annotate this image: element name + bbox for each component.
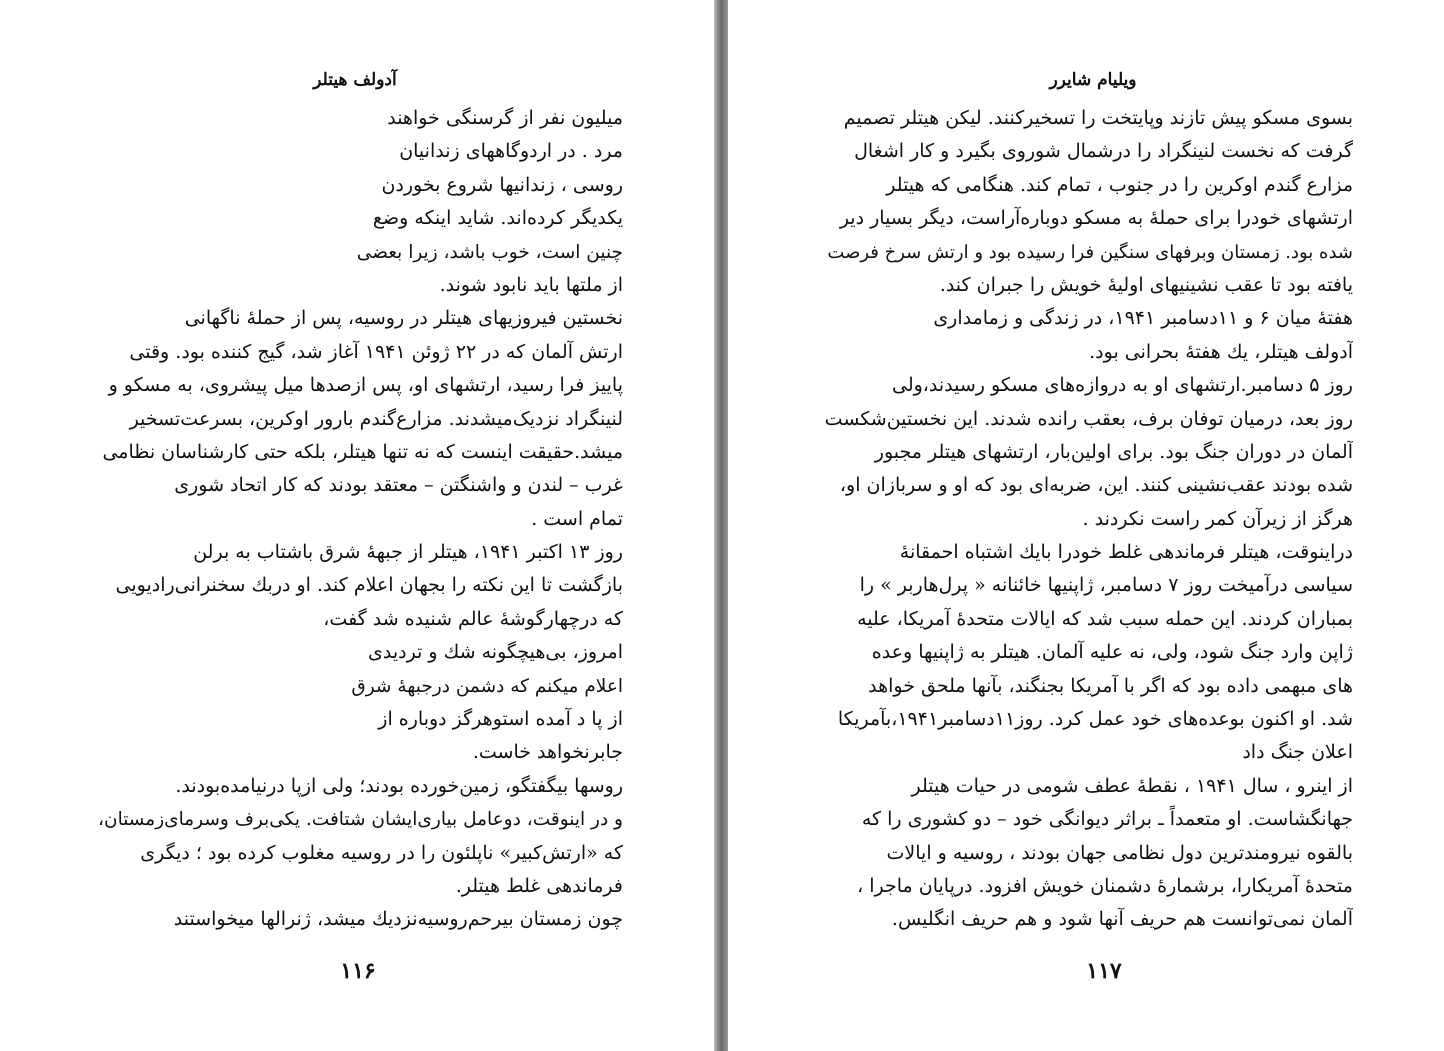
- text-line: ارتش آلمان که در ۲۲ ژوئن ۱۹۴۱ آغاز شد، گیج کننده بود. وقتی: [129, 340, 623, 363]
- quote-line: چنین است، خوب باشد، زیرا بعضی: [356, 241, 623, 263]
- page-number-left: ۱۱۶: [340, 958, 376, 984]
- page-body-right: [818, 102, 1353, 937]
- text-line: که درچهارگوشهٔ عالم شنیده شد گفت،: [323, 607, 623, 630]
- quote-line: یکدیگر کرده‌اند. شاید اینکه وضع: [372, 207, 623, 230]
- text-line: بسوی مسکو پیش تازند وپایتخت را تسخیرکنند. لیکن هیتلر تصمیم: [843, 107, 1353, 129]
- text-line: دراینوقت، هیتلر فرماندهی غلط خودرا بایك اشتباه احمقانهٔ: [899, 541, 1353, 564]
- text-line: هفتهٔ میان ۶ و ۱۱دسامبر ۱۹۴۱، در زندگی و زمامداری: [933, 307, 1353, 330]
- text-line: بازگشت تا این نکته را بجهان اعلام کند. او دربك سخنرانی‌رادیویی: [115, 574, 623, 597]
- text-line: ارتشهای خودرا برای حملهٔ به مسکو دوباره‌آراست، دیگر بسیار دیر: [839, 207, 1353, 230]
- text-line: پاییز فرا رسید، ارتشهای او، پس ازصدها میل پیشروی، به مسکو و: [108, 374, 623, 397]
- quote-line: میلیون نفر از گرسنگی خواهند: [387, 107, 623, 129]
- left-page: [0, 0, 714, 1051]
- text-line: آلمان در دوران جنگ بود. برای اولین‌بار، ارتشهای هیتلر مجبور: [874, 440, 1353, 463]
- quote-line: امروز، بی‌هیچگونه شك و تردیدی: [368, 641, 623, 664]
- text-line: که «ارتش‌کبیر» ناپلئون را در روسیه مغلوب کرده بود ؛ دیگری: [140, 841, 623, 864]
- text-line: چون زمستان بیرحم‌روسیه‌نزدیك میشد، ژنرالها میخواستند: [173, 908, 623, 931]
- text-line: شده بودند عقب‌نشینی کنند. این، ضربه‌ای بود که او و سربازان او،: [839, 474, 1353, 497]
- text-line: و در اینوقت، دوعامل بیاری‌ایشان شتافت. یکی‌برف وسرمای‌زمستان،: [98, 809, 623, 831]
- text-line: روز بعد، درمیان توفان برف، بعقب رانده شدند. این نخستین‌شکست: [824, 407, 1353, 430]
- text-line: متحدهٔ آمریکارا، برشمارهٔ دشمنان خویش افزود. درپایان ماجرا ،: [857, 874, 1353, 897]
- running-head-right: ویلیام شایرر: [1049, 70, 1137, 90]
- text-line: گرفت که نخست لنینگراد را درشمال شوروی بگیرد و کار اشغال: [854, 140, 1353, 163]
- text-line: تمام است .: [531, 507, 623, 530]
- text-line: ژاپن وارد جنگ شود، ولی، نه علیه آلمان. هیتلر به ژاپنیها وعده‌: [871, 641, 1353, 664]
- quote-line: روسی ، زندانیها شروع بخوردن: [381, 173, 623, 196]
- right-page: [728, 0, 1444, 1051]
- quote-line: از ملتها باید نابود شوند.: [439, 273, 623, 296]
- text-line: روز ۵ دسامبر.ارتشهای او به دروازه‌های مسکو رسیدند،ولی: [891, 374, 1353, 397]
- page-number-right: ۱۱۷: [1086, 958, 1122, 984]
- text-line: نخستین فیروزیهای هیتلر در روسیه، پس از حملهٔ ناگهانی: [184, 307, 623, 330]
- quote-line: مرد . در اردوگاههای زندانیان: [399, 140, 623, 163]
- text-line: روسها بیگفتگو، زمین‌خورده بودند؛ ولی ازپا درنیامده‌بودند.: [175, 774, 623, 797]
- text-line: یافته بود تا عقب نشینیهای اولیهٔ خویش را جبران کند.: [939, 273, 1353, 296]
- text-line: لنینگراد نزدیک‌میشدند. مزارع‌گندم بارور اوکرین، بسرعت‌تسخیر: [129, 407, 623, 430]
- book-gutter: [714, 0, 728, 1051]
- text-line: اعلان جنگ داد: [1242, 741, 1353, 764]
- text-line: غرب – لندن و واشنگتن – معتقد بودند که کار اتحاد شوری: [174, 474, 623, 497]
- text-line: سیاسی درآمیخت روز ۷ دسامبر، ژاپنیها خائنانه « پرل‌هاربر » را: [859, 574, 1353, 597]
- quote-line: اعلام میکنم که دشمن درجبههٔ شرق: [351, 675, 623, 697]
- text-line: آدولف هیتلر، یك هفتهٔ بحرانی بود.: [1089, 340, 1353, 363]
- quote-line: از پا د آمده استوهرگز دوباره از: [378, 708, 623, 731]
- page-body-left: [90, 102, 623, 937]
- text-line: های مبهمی داده بود که اگر با آمریکا بجنگند، بآنها ملحق خواهد: [868, 674, 1353, 697]
- text-line: میشد.حقیقت اینست که نه تنها هیتلر، بلکه حتی کارشناسان نظامی: [102, 440, 623, 463]
- text-line: بالقوه نیرومندترین دول نظامی جهان بودند ، روسیه و ایالات: [886, 841, 1353, 864]
- text-line: هرگز از زیرآن کمر راست نکردند .: [1082, 507, 1353, 530]
- text-line: شد. او اکنون بوعده‌های خود عمل کرد. روز۱۱دسامبر۱۹۴۱،بآمریکا: [837, 708, 1353, 731]
- text-line: روز ۱۳ اکتبر ۱۹۴۱، هیتلر از جبههٔ شرق باشتاب به برلن: [193, 541, 623, 564]
- text-line: از اینرو ، سال ۱۹۴۱ ، نقطهٔ عطف شومی در حیات هیتلر: [911, 774, 1353, 797]
- text-line: بمباران کردند. این حمله سبب شد که ایالات متحدهٔ آمریکا، علیه: [857, 607, 1353, 630]
- text-line: جهانگشاست. او متعمداً ـ براثر دیوانگی خود – دو کشوری را که: [861, 808, 1353, 831]
- running-head-left: آدولف هیتلر: [313, 70, 397, 90]
- text-line: شده بود. زمستان وبرفهای سنگین فرا رسیده بود و ارتش سرخ فرصت: [827, 241, 1353, 263]
- text-line: فرماندهی غلط هیتلر.: [455, 874, 623, 897]
- text-line: آلمان نمی‌توانست هم حریف آنها شود و هم حریف انگلیس.: [891, 908, 1353, 931]
- quote-line: جابرنخواهد خاست.: [472, 741, 623, 764]
- text-line: مزارع گندم اوکرین را در جنوب ، تمام کند. هنگامی که هیتلر: [886, 173, 1353, 196]
